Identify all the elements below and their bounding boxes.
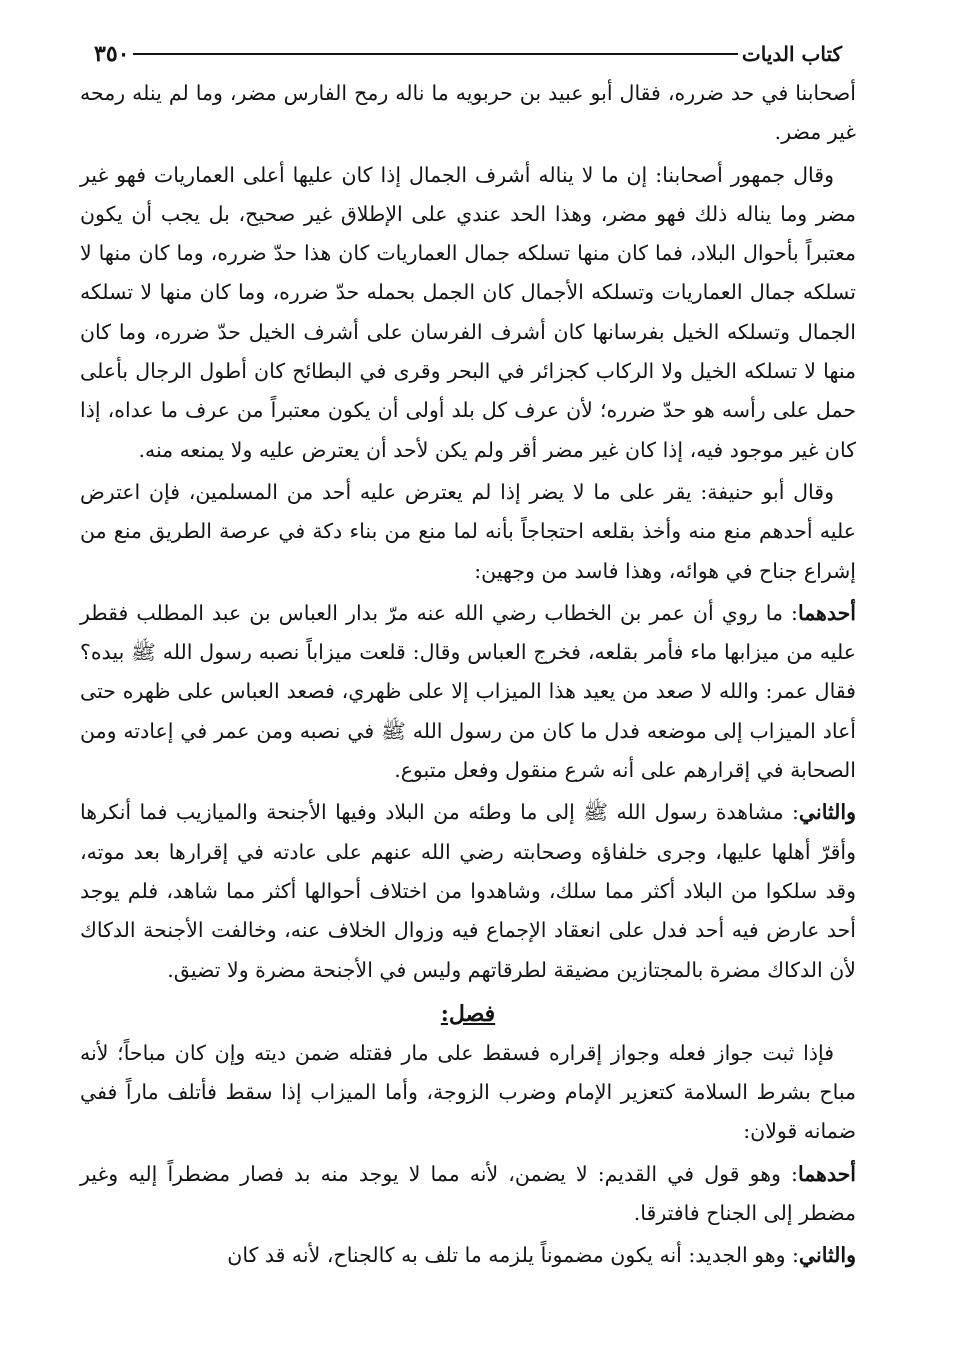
paragraph	[80, 594, 856, 790]
paragraph-text: وقال أبو حنيفة: يقر على ما لا يضر إذا لم يعترض عليه أحد من المسلمين، فإن اعترض عليه أحدهم منع منه وأخذ بقلعه احتجاجاً بأنه لما منع من بناء دكة في عرصة الطريق منع من إشراع جناح في هوائه، وهذا فاسد من وجهين:	[80, 479, 856, 583]
paragraph	[80, 156, 856, 470]
page	[80, 34, 856, 1369]
paragraph	[80, 793, 856, 989]
paragraph-lead: أحدهما	[797, 600, 856, 625]
page-body	[80, 74, 856, 1276]
paragraph-text: : وهو الجديد: أنه يكون مضموناً يلزمه ما تلف به كالجناح، لأنه قد كان	[227, 1243, 799, 1268]
header-rule	[133, 53, 737, 55]
paragraph-text: فإذا ثبت جواز فعله وجواز إقراره فسقط على مار فقتله ضمن ديته وإن كان مباحاً؛ لأنه مباح بشرط السلامة كتعزير الإمام وضرب الزوجة، وأما الميزاب إذا سقط فأتلف ماراً ففي ضمانه قولان:	[80, 1040, 856, 1144]
paragraph	[80, 1034, 856, 1152]
book-title: كتاب الديات	[741, 42, 842, 66]
page-number: ٣٥٠	[94, 41, 130, 67]
paragraph-text: وقال جمهور أصحابنا: إن ما لا يناله أشرف الجمال إذا كان عليها أعلى العماريات فهو غير مضر وما يناله ذلك فهو مضر، وهذا الحد عندي على الإطلاق غير صحيح، بل يجب أن يكون معتبراً بأحوال البلاد، فما كان منها تسلكه جمال العماريات كان هذا حدّ ضرره، وما كان منها لا تسلكه جمال العماريات وتسلكه الأجمال كان الجمل بحمله حدّ ضرره، وما كان منها لا تسلكه الجمال وتسلكه الخيل بفرسانها كان أشرف الفرسان على أشرف الخيل حدّ ضرره، وما كان منها لا تسلكه الخيل ولا الركاب كجزائر في البحر وقرى في البطائح كان أطول الرجال بأعلى حمل على رأسه هو حدّ ضرره؛ لأن عرف كل بلد أولى أن يكون معتبراً من عرف ما عداه، إذا كان غير موجود فيه، إذا كان غير مضر أقر ولم يكن لأحد أن يعترض عليه ولا يمنعه منه.	[80, 162, 856, 462]
paragraph	[80, 1155, 856, 1234]
paragraph-text: : مشاهدة رسول الله ﷺ إلى ما وطئه من البلاد وفيها الأجنحة والميازيب فما أنكرها وأقرّ أهلها عليها، وجرى خلفاؤه وصحابته رضي الله عنهم على عادته في إقرارها بعد موته، وقد سلكوا من البلاد أكثر مما سلك، وشاهدوا من اختلاف أحوالها أكثر مما شاهد، فلم يوجد أحد عارض فيه أحد فدل على انعقاد الإجماع فيه وزوال الخلاف عنه، وخالفت الأجنحة الدكاك لأن الدكاك مضرة بالمجتازين مضيقة لطرقاتهم وليس في الأجنحة مضرة ولا تضيق.	[80, 800, 856, 982]
paragraph-text: أصحابنا في حد ضرره، فقال أبو عبيد بن حربويه ما ناله رمح الفارس مضر، وما لم ينله رمحه غير مضر.	[80, 81, 856, 145]
section-heading: فصل:	[440, 1000, 496, 1027]
paragraph-text: : ما روي أن عمر بن الخطاب رضي الله عنه مرّ بدار العباس بن عبد المطلب فقطر عليه من ميزابها ماء فأمر بقلعه، فخرج العباس وقال: قلعت ميزاباً نصبه رسول الله ﷺ بيده؟ فقال عمر: والله لا صعد من يعيد هذا الميزاب إلا على ظهري، فصعد العباس على ظهره حتى أعاد الميزاب إلى موضعه فدل ما كان من رسول الله ﷺ في نصبه ومن عمر في إعادته ومن الصحابة في إقرارهم على أنه شرع منقول وفعل متبوع.	[80, 600, 856, 783]
paragraph-lead: والثاني	[798, 800, 856, 825]
running-header	[80, 34, 856, 74]
paragraph	[80, 1236, 856, 1275]
paragraph	[80, 473, 856, 591]
paragraph-text: : وهو قول في القديم: لا يضمن، لأنه مما لا يوجد منه بد فصار مضطراً إليه وغير مضطر إلى الجناح فافترقا.	[80, 1161, 856, 1226]
paragraph-lead: والثاني	[798, 1243, 856, 1268]
paragraph	[80, 74, 856, 153]
paragraph-lead: أحدهما	[797, 1161, 856, 1186]
